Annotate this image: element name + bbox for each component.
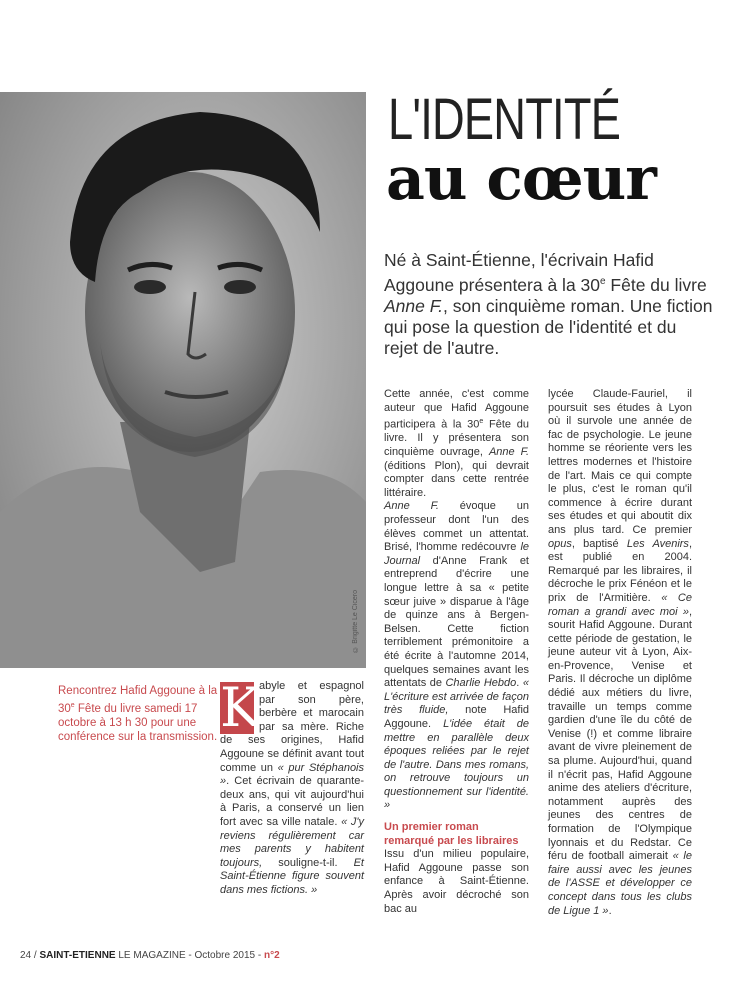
col2-quote-2: L'idée était de mettre en parallèle deux époques reliées par le rejet de l'autre. Dans mes romans, on retrouve toujours un questionnement sur l'identité. » bbox=[384, 717, 530, 812]
col2-text-1b: Fête du livre. Il y présentera son cinquième ouvrage, bbox=[384, 418, 529, 459]
col2-journal: le Journal bbox=[384, 541, 529, 567]
col2-paragraph-1 bbox=[384, 388, 529, 500]
lead-book-title: Anne F. bbox=[384, 295, 444, 316]
col2-text-2a: évoque un professeur dont l'un des élèves commet un attentat. Brisé, l'homme redécouvre bbox=[384, 500, 529, 554]
col2-text-1a: Cette année, c'est comme auteur que Hafid Aggoune participera à la 30 bbox=[384, 388, 529, 431]
col2-paragraph-3: Issu d'un milieu populaire, Hafid Aggoune passe son enfance à Saint-Étienne. Après avoir décroché son bac au bbox=[384, 848, 529, 915]
magazine-brand: SAINT-ETIENNE bbox=[39, 950, 116, 961]
col2-text-2c: . bbox=[516, 677, 523, 690]
portrait-illustration bbox=[0, 92, 366, 668]
col2-sup: e bbox=[479, 418, 484, 426]
col1-text-b: . Cet écrivain de quarante-deux ans, qui vit aujourd'hui à Paris, a conservé un lien fort avec sa ville natale. bbox=[220, 775, 364, 828]
headline-line-2: au cœur bbox=[386, 144, 656, 214]
sidebar-sup: e bbox=[70, 701, 75, 709]
drop-cap: K bbox=[220, 676, 261, 739]
col2-quote-1: « L'écriture est arrivée de façon très fluide, bbox=[384, 677, 529, 717]
col3-text-c: , est publié en 2004. Remarqué par les libraires, il décroche le prix Fénéon et le prix de l'Armitière. bbox=[548, 537, 692, 604]
col1-text-c: souligne-t-il. bbox=[262, 856, 354, 869]
article-column-1 bbox=[220, 676, 364, 898]
article-column-2 bbox=[384, 388, 529, 916]
col2-book-title-2: Anne F. bbox=[384, 500, 439, 513]
col1-quote-3: Et Saint-Étienne figure souvent dans mes fictions. » bbox=[220, 856, 364, 896]
author-portrait bbox=[0, 92, 366, 668]
magazine-issue-info: LE MAGAZINE - Octobre 2015 - bbox=[118, 950, 262, 961]
col2-text-2b: d'Anne Frank et entreprend d'écrire une longue lettre à sa « petite sœur juive » disparue à l'âge de quinze ans à Bergen-Belsen. Cette fiction terriblement prémonitoire a été écrite à l'automne 2014, quelques semaines avant les attentats de bbox=[384, 554, 529, 690]
page-number: 24 / bbox=[20, 950, 37, 961]
lead-text-1: Né à Saint-Étienne, l'écrivain Hafid Aggoune présentera à la 30 bbox=[384, 250, 654, 295]
col3-quote-1: « Ce roman a grandi avec moi » bbox=[548, 591, 692, 618]
col3-quote-2: « le faire aussi avec les jeunes de l'ASSE et développer ce concept dans tous les clubs de Ligue 1 » bbox=[548, 850, 692, 917]
col2-charlie: Charlie Hebdo bbox=[445, 677, 517, 690]
lead-text-3: , son cinquième roman. Une fiction qui pose la question de l'identité et du rejet de l'autre. bbox=[384, 295, 713, 358]
col1-quote-1: « pur Stéphanois » bbox=[220, 761, 364, 788]
article-column-3 bbox=[548, 388, 692, 918]
col2-book-title: Anne F. bbox=[488, 446, 529, 459]
col3-text-b: , baptisé bbox=[571, 537, 627, 550]
col2-text-2d: note Hafid Aggoune. bbox=[384, 704, 530, 730]
event-sidebar bbox=[58, 684, 218, 745]
col3-text-a: lycée Claude-Fauriel, il poursuit ses études à Lyon où il survole une année de fac de psychologie. Le jeune homme se réoriente vers les lettres modernes et l'histoire de l'art. Mais ce qui compte le plus, c'est le roman qu'il commence à écrire durant ses études et qui aboutit dix ans plus tard. Ce premier bbox=[548, 388, 692, 536]
col3-paragraph bbox=[548, 388, 692, 918]
photo-credit: © Brigitte Le Cicero bbox=[352, 590, 359, 653]
issue-number: n°2 bbox=[263, 950, 280, 961]
col3-book-title: Les Avenirs bbox=[626, 537, 689, 550]
col3-text-d: , sourit Hafid Aggoune. Durant cette période de gestation, le jeune auteur vit à Lyon, Aix-en-Provence, Venise et Paris. Il décroche un diplôme dédié aux métiers du livre, travaille un temps comme gardien d'une île du côté de Venise (!) et comme libraire avant de vivre pleinement de sa plume. Aujourd'hui, quand il n'écrit pas, Hafid Aggoune anime des ateliers d'écriture, notamment auprès des jeunes des centres de formation de l'Olympique lyonnais et du Redstar. Ce féru de football aimerait bbox=[548, 605, 692, 863]
col2-text-1c: (éditions Plon), qui devrait compter dans cette rentrée littéraire. bbox=[384, 459, 529, 499]
col1-paragraph bbox=[220, 676, 364, 898]
sidebar-text-2: Fête du livre samedi 17 octobre à 13 h 30 pour une conférence sur la transmission. bbox=[58, 702, 218, 744]
sidebar-text-1: Rencontrez Hafid Aggoune à la 30 bbox=[58, 685, 218, 715]
section-subheading: Un premier roman remarqué par les libraires bbox=[384, 821, 519, 847]
lead-paragraph bbox=[384, 250, 714, 359]
col1-text-a: abyle et espagnol par son père, berbère et marocain par sa mère. Riche de ses origines, Hafid Aggoune se définit avant tout comme un bbox=[220, 680, 364, 774]
col3-text-e: . bbox=[608, 904, 612, 917]
col1-quote-2: « J'y reviens régulièrement car mes parents y habitent toujours, bbox=[220, 815, 364, 869]
col3-opus: opus bbox=[548, 537, 572, 550]
lead-text-2: Fête du livre bbox=[605, 274, 707, 295]
lead-sup: e bbox=[600, 276, 606, 287]
col2-paragraph-2 bbox=[384, 500, 529, 813]
page-footer bbox=[20, 950, 280, 961]
headline-line-1: L'IDENTITÉ bbox=[388, 87, 621, 152]
